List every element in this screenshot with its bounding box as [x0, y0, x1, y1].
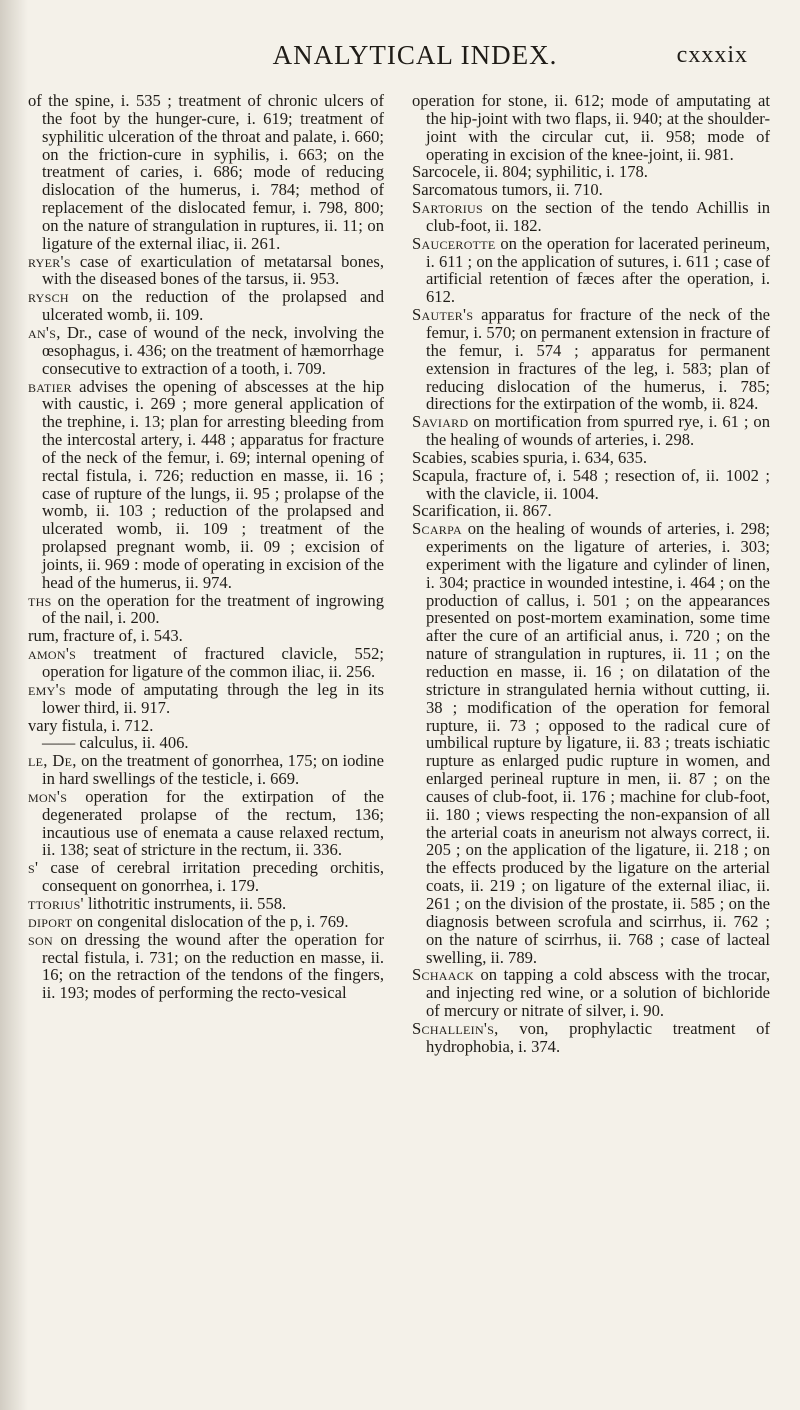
index-entry	[28, 717, 384, 735]
index-entry	[28, 752, 384, 788]
index-entry	[28, 288, 384, 324]
entry-text: of the spine, i. 535 ; treatment of chronic ulcers of the foot by the hunger-cure, i. 619; treatment of syphilitic ulceration of the throat and palate, i. 660; on the friction-cure in syphilis, i. 663; on the treatment of caries, i. 686; mode of reducing dislocation of the humerus, i. 784; method of replacement of the dislocated femur, i. 798, 800; on the nature of strangulation in ruptures, ii. 11; on ligature of the external iliac, ii. 261.	[28, 91, 384, 253]
entry-text: case of cerebral irritation preceding orchitis, consequent on gonorrhea, i. 179.	[38, 858, 384, 896]
index-entry	[412, 199, 770, 235]
entry-heading: amon's	[28, 644, 77, 664]
index-entry	[28, 378, 384, 592]
entry-heading: batier	[28, 376, 72, 396]
index-entry	[412, 92, 770, 163]
entry-heading: Schaack	[412, 965, 475, 985]
entry-heading: Sartorius	[412, 198, 483, 218]
entry-heading: Sauter's	[412, 305, 474, 325]
entry-heading: Scarpa	[412, 519, 462, 539]
index-entry	[28, 734, 384, 752]
left-column	[28, 92, 384, 1002]
binding-gutter-shadow	[0, 0, 28, 1410]
entry-text: on the reduction of the prolapsed and ulcerated womb, ii. 109.	[42, 287, 384, 325]
index-entry	[28, 931, 384, 1002]
entry-heading: son	[28, 929, 53, 949]
entry-text: Scarification, ii. 867.	[412, 501, 552, 521]
index-entry	[412, 235, 770, 306]
entry-text: Sarcocele, ii. 804; syphilitic, i. 178.	[412, 162, 648, 182]
index-entry	[412, 502, 770, 520]
entry-text: on the operation for the treatment of ingrowing of the nail, i. 200.	[42, 590, 384, 628]
page-header	[0, 40, 800, 80]
index-entry	[412, 413, 770, 449]
right-column	[412, 92, 770, 1056]
index-entry	[28, 859, 384, 895]
index-entry	[28, 681, 384, 717]
entry-text: on the section of the tendo Achillis in club-foot, ii. 182.	[426, 198, 770, 235]
index-entry	[412, 181, 770, 199]
entry-heading: an's,	[28, 322, 61, 342]
entry-heading: diport	[28, 911, 73, 931]
entry-text: case of exarticulation of metatarsal bones, with the diseased bones of the tarsus, ii. 953.	[42, 251, 384, 289]
entry-text: on the healing of wounds of arteries, i. 298; experiments on the ligature of arteries, i. 303; experiment with the ligature and cylinder of linen, i. 304; practice in wounded intestine, i. 464 ; on the production of callus, i. 501 ; on the appearances presented on post-mortem examination, some time after the cure of an artificial anus, i. 720 ; on the nature of strangulation in ruptures, ii. 11 ; on the reduction en masse, ii. 16 ; on dilatation of the stricture in strangulated hernia without cutting, ii. 38 ; modification of the operation for femoral rupture, ii. 73 ; opposed to the radical cure of umbilical rupture by ligature, ii. 83 ; treats ischiatic rupture as enlarged pudic rupture in women, and enlarged perineal rupture in men, ii. 87 ; on the causes of club-foot, ii. 176 ; machine for club-foot, ii. 180 ; views respecting the non-expansion of all the arterial coats in aneurism not always correct, ii. 205 ; on the application of the ligature, ii. 218 ; on the effects produced by the ligature on the arterial coats, ii. 219 ; on ligature of the external iliac, ii. 261 ; on the division of the prostate, ii. 585 ; on the diagnosis between scrofula and scirrhus, ii. 762 ; on the nature of scirrhus, ii. 768 ; case of lacteal swelling, ii. 789.	[426, 519, 770, 967]
index-entry	[28, 592, 384, 628]
index-entry	[28, 895, 384, 913]
index-entry	[28, 627, 384, 645]
entry-text: Dr., case of wound of the neck, involving the œsophagus, i. 436; on the treatment of hæmorrhage consecutive to extraction of a tooth, i. 709.	[42, 322, 384, 378]
index-entry	[412, 306, 770, 413]
index-entry	[412, 163, 770, 181]
entry-text: Scabies, scabies spuria, i. 634, 635.	[412, 447, 648, 467]
entry-text: mode of amputating through the leg in its lower third, ii. 917.	[42, 679, 384, 717]
entry-heading: rysch	[28, 287, 69, 307]
entry-text: on the operation for lacerated perineum, i. 611 ; on the application of sutures, i. 611 ; case of artificial retention of fæces after the operation, i. 612.	[426, 233, 770, 307]
index-entry	[28, 253, 384, 289]
index-entry	[28, 324, 384, 378]
entry-text: advises the opening of abscesses at the hip with caustic, i. 269 ; more general application of the trephine, i. 13; plan for arresting bleeding from the intercostal artery, i. 448 ; apparatus for fracture of the neck of the femur, i. 69; internal opening of rectal fistula, i. 726; reduction en masse, ii. 16 ; case of rupture of the lungs, ii. 95 ; prolapse of the womb, ii. 103 ; reduction of the prolapsed and ulcerated womb, ii. 109 ; treatment of the prolapsed pregnant womb, ii. 09 ; excision of joints, ii. 969 : mode of operating in excision of the head of the humerus, ii. 974.	[42, 376, 384, 592]
index-entry	[412, 1020, 770, 1056]
entry-heading: ryer's	[28, 251, 71, 271]
index-entry	[412, 520, 770, 966]
entry-text: rum, fracture of, i. 543.	[28, 626, 183, 646]
entry-text: on congenital dislocation of the p, i. 769.	[72, 911, 349, 931]
entry-text: —— calculus, ii. 406.	[42, 733, 189, 753]
entry-heading: ttorius'	[28, 893, 84, 913]
index-entry	[28, 788, 384, 859]
entry-text: treatment of fractured clavicle, 552; operation for ligature of the common iliac, ii. 256.	[42, 644, 384, 681]
index-entry	[28, 913, 384, 931]
entry-heading: ths	[28, 590, 52, 610]
entry-text: on dressing the wound after the operation for rectal fistula, i. 731; on the reduction en masse, ii. 16; on the retraction of the tendons of the fingers, ii. 193; modes of performing the recto-vesical	[42, 929, 384, 1003]
index-entry	[412, 467, 770, 503]
entry-heading: le, De,	[28, 751, 77, 771]
entry-text: operation for the extirpation of the degenerated prolapse of the rectum, 136; incautious use of enemata a cause relaxed rectum, ii. 138; seat of stricture in the rectum, ii. 336.	[42, 786, 384, 860]
entry-heading: Schallein's,	[412, 1018, 499, 1038]
entry-heading: s'	[28, 858, 39, 878]
entry-text: apparatus for fracture of the neck of the femur, i. 570; on permanent extension in fracture of the femur, i. 574 ; apparatus for permanent extension in fractures of the leg, i. 583; plan of reducing dislocation of the humerus, i. 785; directions for the extirpation of the womb, ii. 824.	[426, 305, 770, 414]
entry-text: vary fistula, i. 712.	[28, 715, 154, 735]
index-entry	[412, 966, 770, 1020]
index-entry	[28, 645, 384, 681]
entry-text: Scapula, fracture of, i. 548 ; resection of, ii. 1002 ; with the clavicle, ii. 1004.	[412, 465, 770, 503]
entry-heading: Saucerotte	[412, 233, 496, 253]
entry-text: on the treatment of gonorrhea, 175; on iodine in hard swellings of the testicle, i. 669.	[42, 751, 384, 789]
entry-heading: mon's	[28, 786, 68, 806]
entry-text: on mortification from spurred rye, i. 61 ; on the healing of wounds of arteries, i. 298.	[426, 412, 770, 450]
index-entry	[412, 449, 770, 467]
entry-text: von, prophylactic treatment of hydrophobia, i. 374.	[426, 1018, 770, 1056]
running-title: ANALYTICAL INDEX.	[272, 40, 558, 70]
index-entry	[28, 92, 384, 253]
entry-text: lithotritic instruments, ii. 558.	[83, 893, 287, 913]
entry-text: Sarcomatous tumors, ii. 710.	[412, 180, 603, 200]
page-number: cxxxix	[676, 42, 748, 68]
entry-text: on tapping a cold abscess with the trocar, and injecting red wine, or a solution of bichloride of mercury or nitrate of silver, i. 90.	[426, 965, 770, 1021]
entry-heading: emy's	[28, 679, 66, 699]
entry-heading: Saviard	[412, 412, 469, 432]
entry-text: operation for stone, ii. 612; mode of amputating at the hip-joint with two flaps, ii. 940; at the shoulder-joint with the circular cut, ii. 958; mode of operating in excision of the knee-joint, ii. 981.	[412, 91, 770, 164]
